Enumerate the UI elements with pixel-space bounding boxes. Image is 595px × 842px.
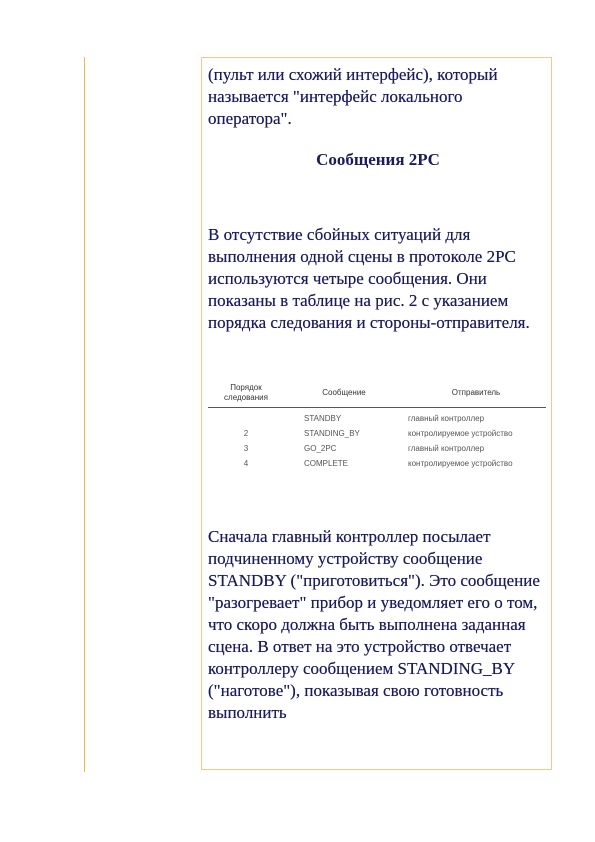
section-heading: Сообщения 2PC	[316, 150, 440, 169]
messages-table	[208, 381, 546, 471]
cell-sender: главный контроллер	[408, 414, 485, 423]
margin-rule	[84, 57, 85, 772]
paragraph-messages-description: В отсутствие сбойных ситуаций для выполнения одной сцены в протоколе 2PC используются четыре сообщения. Они показаны в таблице на рис. 2 с указанием порядка следования и стороны-отправителя.	[208, 225, 530, 332]
header-message: Сообщение	[284, 381, 406, 408]
cell-sender: контролируемое устройство	[408, 459, 513, 468]
paragraph-intro: (пульт или схожий интерфейс), который называется "интерфейс локального оператора".	[208, 65, 498, 128]
table-row	[208, 426, 546, 441]
header-sender: Отправитель	[406, 381, 546, 408]
cell-message: STANDING_BY	[304, 429, 360, 438]
cell-order: 2	[243, 429, 249, 438]
cell-order: 3	[243, 444, 249, 453]
table-row	[208, 456, 546, 471]
table-row	[208, 408, 546, 427]
cell-order	[208, 408, 284, 427]
cell-message: STANDBY	[304, 414, 342, 423]
cell-order: 4	[243, 459, 249, 468]
paragraph-standby-explanation: Сначала главный контроллер посылает подчиненному устройству сообщение STANDBY ("приготовиться"). Это сообщение "разогревает" прибор и уведомляет его о том, что скоро должна быть выполнена заданная сцена. В ответ на это устройство отвечает контроллеру сообщением STANDING_BY ("наготове"), показывая свою готовность выполнить	[208, 527, 540, 722]
table-row	[208, 441, 546, 456]
table-header-row	[208, 381, 546, 408]
cell-sender: главный контроллер	[408, 444, 485, 453]
cell-message: COMPLETE	[304, 459, 349, 468]
header-order: Порядок следования	[208, 381, 284, 408]
cell-message: GO_2PC	[304, 444, 337, 453]
cell-sender: контролируемое устройство	[408, 429, 513, 438]
